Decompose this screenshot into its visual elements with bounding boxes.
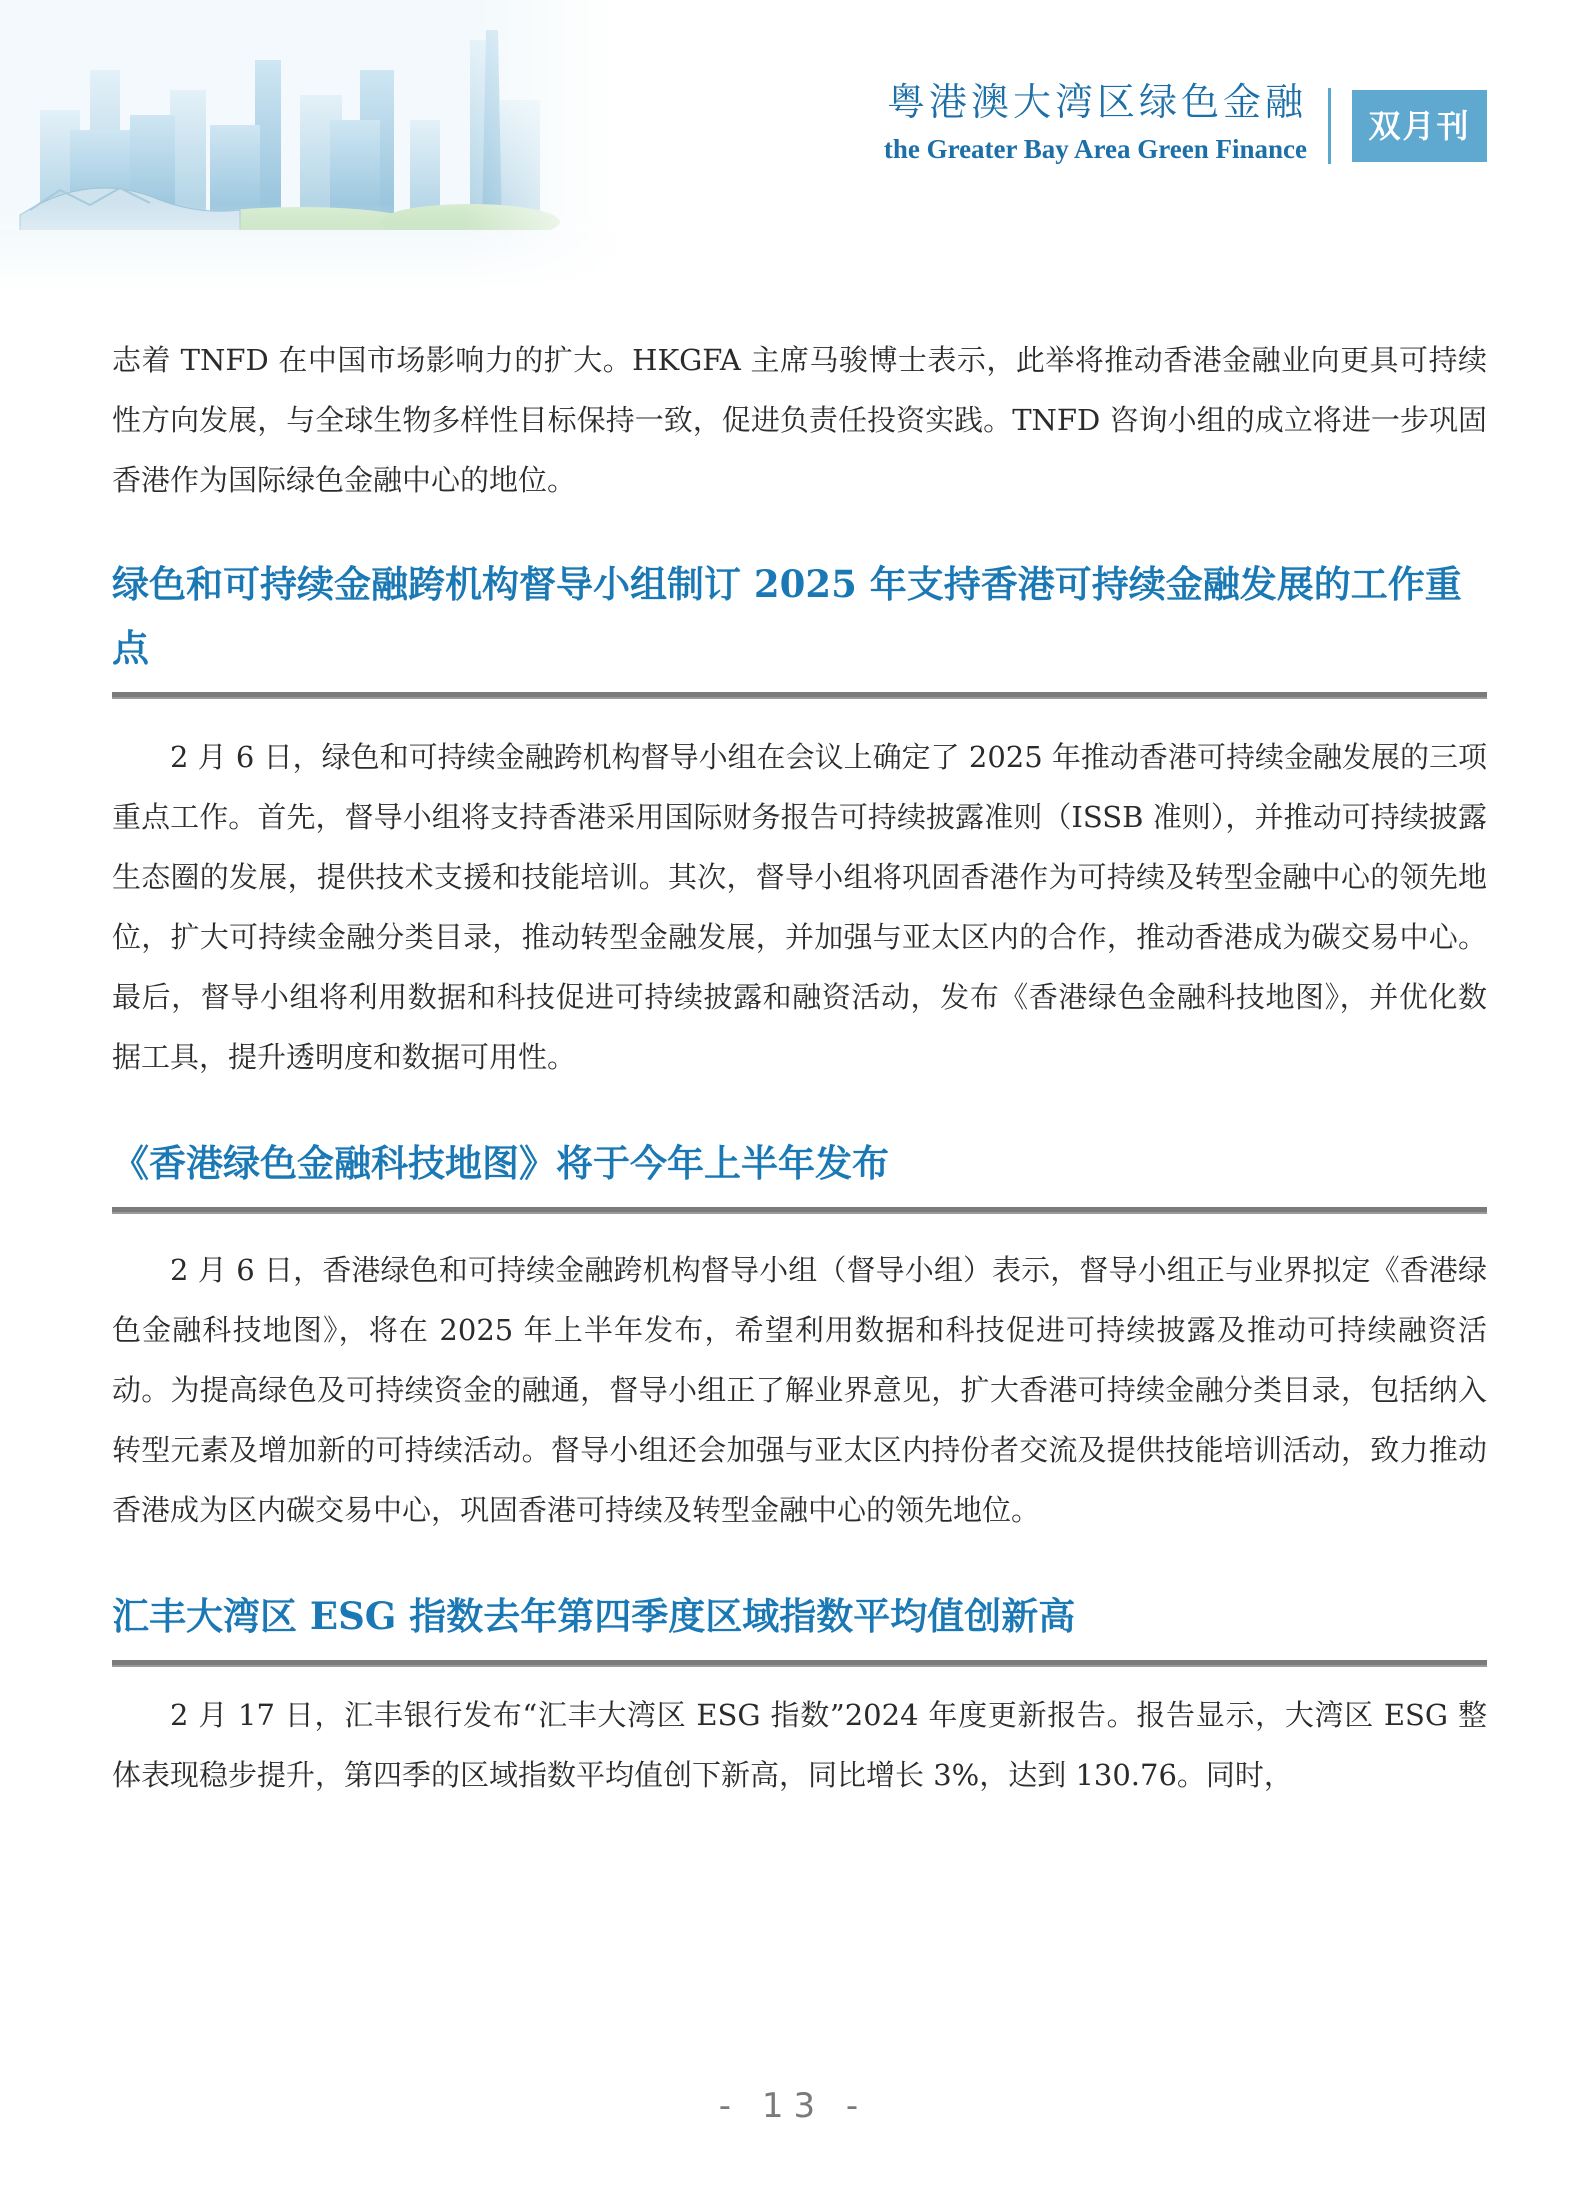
- section-body-1: 2 月 6 日，绿色和可持续金融跨机构督导小组在会议上确定了 2025 年推动香港可持续金融发展的三项重点工作。首先，督导小组将支持香港采用国际财务报告可持续披露准则（ISSB 准则），并推动可持续披露生态圈的发展，提供技术支援和技能培训。其次，督导小组将巩固香港作为可持续及转型金融中心的领先地位，扩大可持续金融分类目录，推动转型金融发展，并加强与亚太区内的合作，推动香港成为碳交易中心。最后，督导小组将利用数据和科技促进可持续披露和融资活动，发布《香港绿色金融科技地图》，并优化数据工具，提升透明度和数据可用性。: [112, 740, 1487, 1074]
- city-skyline-illustration: [0, 0, 620, 290]
- page-number: - 13 -: [718, 2086, 869, 2126]
- section-divider-3: [112, 1660, 1487, 1667]
- section-body-2: 2 月 6 日，香港绿色和可持续金融跨机构督导小组（督导小组）表示，督导小组正与业界拟定《香港绿色金融科技地图》，将在 2025 年上半年发布，希望利用数据和科技促进可持续披露及推动可持续融资活动。为提高绿色及可持续资金的融通，督导小组正了解业界意见，扩大香港可持续金融分类目录，包括纳入转型元素及增加新的可持续活动。督导小组还会加强与亚太区内持份者交流及提供技能培训活动，致力推动香港成为区内碳交易中心，巩固香港可持续及转型金融中心的领先地位。: [112, 1253, 1487, 1527]
- section-body-3: 2 月 17 日，汇丰银行发布“汇丰大湾区 ESG 指数”2024 年度更新报告。报告显示，大湾区 ESG 整体表现稳步提升，第四季的区域指数平均值创下新高，同比增长 3%，达到 130.76。同时，: [112, 1698, 1487, 1792]
- section-divider-1: [112, 692, 1487, 699]
- page-header: [0, 0, 1587, 290]
- section-title-1: 绿色和可持续金融跨机构督导小组制订 2025 年支持香港可持续金融发展的工作重点: [112, 562, 1462, 670]
- masthead-divider: [1328, 88, 1331, 164]
- intro-paragraph: 志着 TNFD 在中国市场影响力的扩大。HKGFA 主席马骏博士表示，此举将推动香港金融业向更具可持续性方向发展，与全球生物多样性目标保持一致，促进负责任投资实践。TNFD 咨询小组的成立将进一步巩固香港作为国际绿色金融中心的地位。: [112, 343, 1487, 497]
- section-title-3: 汇丰大湾区 ESG 指数去年第四季度区域指数平均值创新高: [112, 1594, 1076, 1638]
- bimonthly-badge: 双月刊: [1352, 90, 1487, 162]
- masthead: [884, 82, 1307, 165]
- masthead-title-en: the Greater Bay Area Green Finance: [883, 133, 1307, 164]
- article-content: [112, 330, 1487, 1805]
- masthead-title-cn: 粤港澳大湾区绿色金融: [886, 80, 1307, 124]
- section-divider-2: [112, 1207, 1487, 1214]
- section-title-2: 《香港绿色金融科技地图》将于今年上半年发布: [112, 1141, 889, 1185]
